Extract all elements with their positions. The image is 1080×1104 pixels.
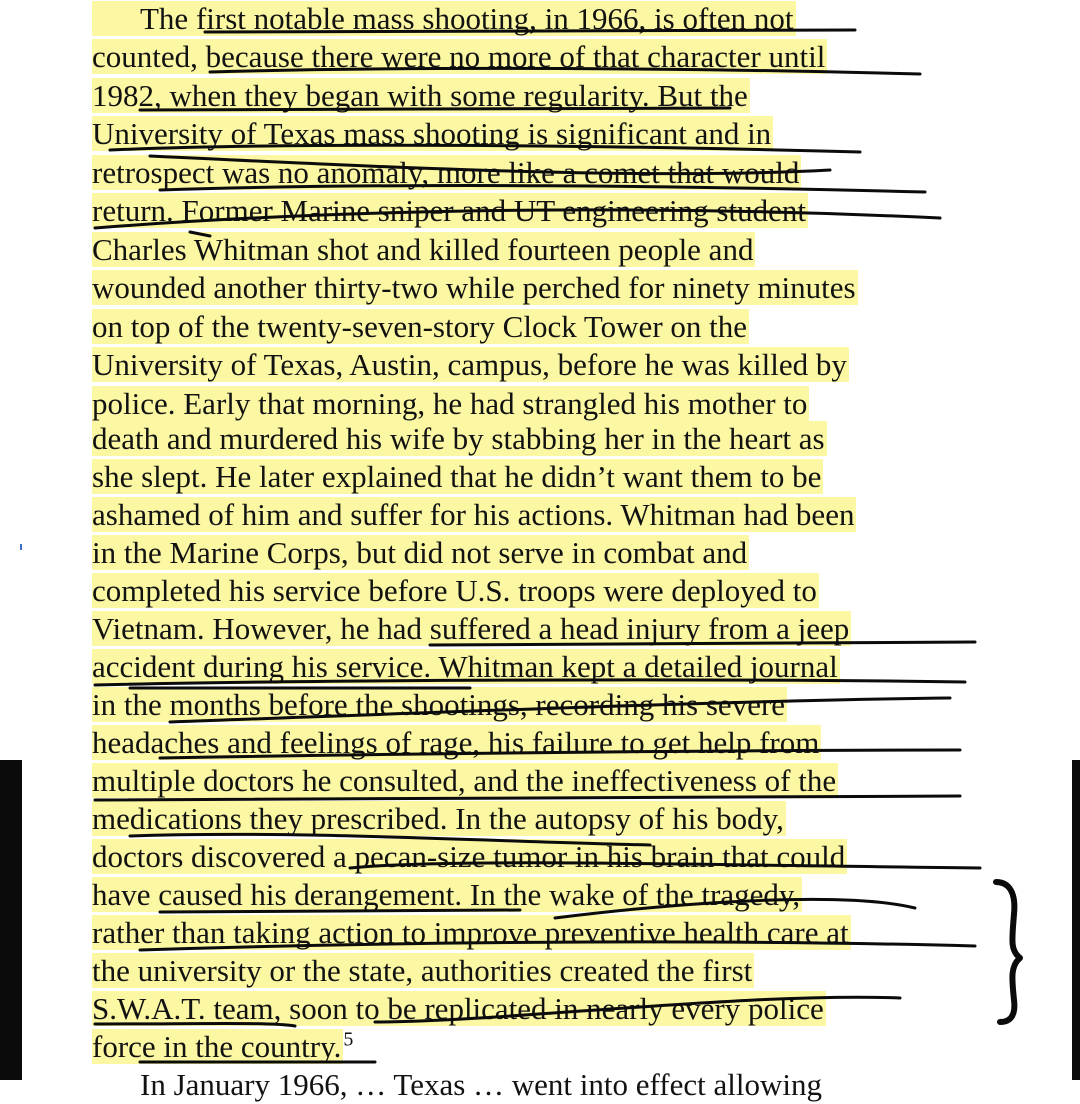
text-line: return. Former Marine sniper and UT engineering student bbox=[92, 193, 806, 228]
text-line: rather than taking action to improve preventive health care at bbox=[92, 915, 849, 950]
text-line: The first notable mass shooting, in 1966, is often not bbox=[92, 0, 796, 38]
text-line: medications they prescribed. In the autopsy of his body, bbox=[92, 801, 784, 836]
text-line: force in the country. $^5$ bbox=[92, 1028, 354, 1064]
text-line: police. Early that morning, he had strangled his mother to bbox=[92, 386, 808, 421]
text-line: University of Texas, Austin, campus, before he was killed by bbox=[92, 347, 847, 382]
text-line-cut-off: In January 1966, … Texas … went into effect allowing bbox=[140, 1067, 822, 1102]
text-line: retrospect was no anomaly, more like a comet that would bbox=[92, 155, 800, 190]
text-line: counted, because there were no more of that character until bbox=[92, 39, 826, 74]
text-line: doctors discovered a pecan-size tumor in his brain that could bbox=[92, 839, 846, 874]
text-line: Vietnam. However, he had suffered a head injury from a jeep bbox=[92, 611, 850, 646]
text-line: multiple doctors he consulted, and the ineffectiveness of the bbox=[92, 763, 837, 798]
text-line: headaches and feelings of rage, his failure to get help from bbox=[92, 725, 820, 760]
text-line: she slept. He later explained that he didn’t want them to be bbox=[92, 459, 822, 494]
text-line: in the Marine Corps, but did not serve in combat and bbox=[92, 535, 748, 570]
footnote-marker: 5 bbox=[343, 1028, 354, 1051]
text-line: in the months before the shootings, recording his severe bbox=[92, 687, 786, 722]
text-line: have caused his derangement. In the wake of the tragedy, bbox=[92, 877, 801, 912]
text-line: the university or the state, authorities created the first bbox=[92, 953, 753, 988]
text-line: on top of the twenty-seven-story Clock Tower on the bbox=[92, 309, 748, 344]
text-line: completed his service before U.S. troops were deployed to bbox=[92, 573, 817, 608]
text-line: accident during his service. Whitman kept a detailed journal bbox=[92, 649, 838, 684]
text-line: University of Texas mass shooting is significant and in bbox=[92, 116, 772, 151]
text-line: ashamed of him and suffer for his actions. Whitman had been bbox=[92, 497, 855, 532]
text-line: death and murdered his wife by stabbing her in the heart as bbox=[92, 421, 825, 456]
text-line: S.W.A.T. team, soon to be replicated in nearly every police bbox=[92, 991, 824, 1026]
text-line: 1982, when they began with some regularity. But the bbox=[92, 78, 748, 113]
text-line: Charles Whitman shot and killed fourteen people and bbox=[92, 232, 754, 267]
text-line: wounded another thirty-two while perched for ninety minutes bbox=[92, 270, 856, 305]
